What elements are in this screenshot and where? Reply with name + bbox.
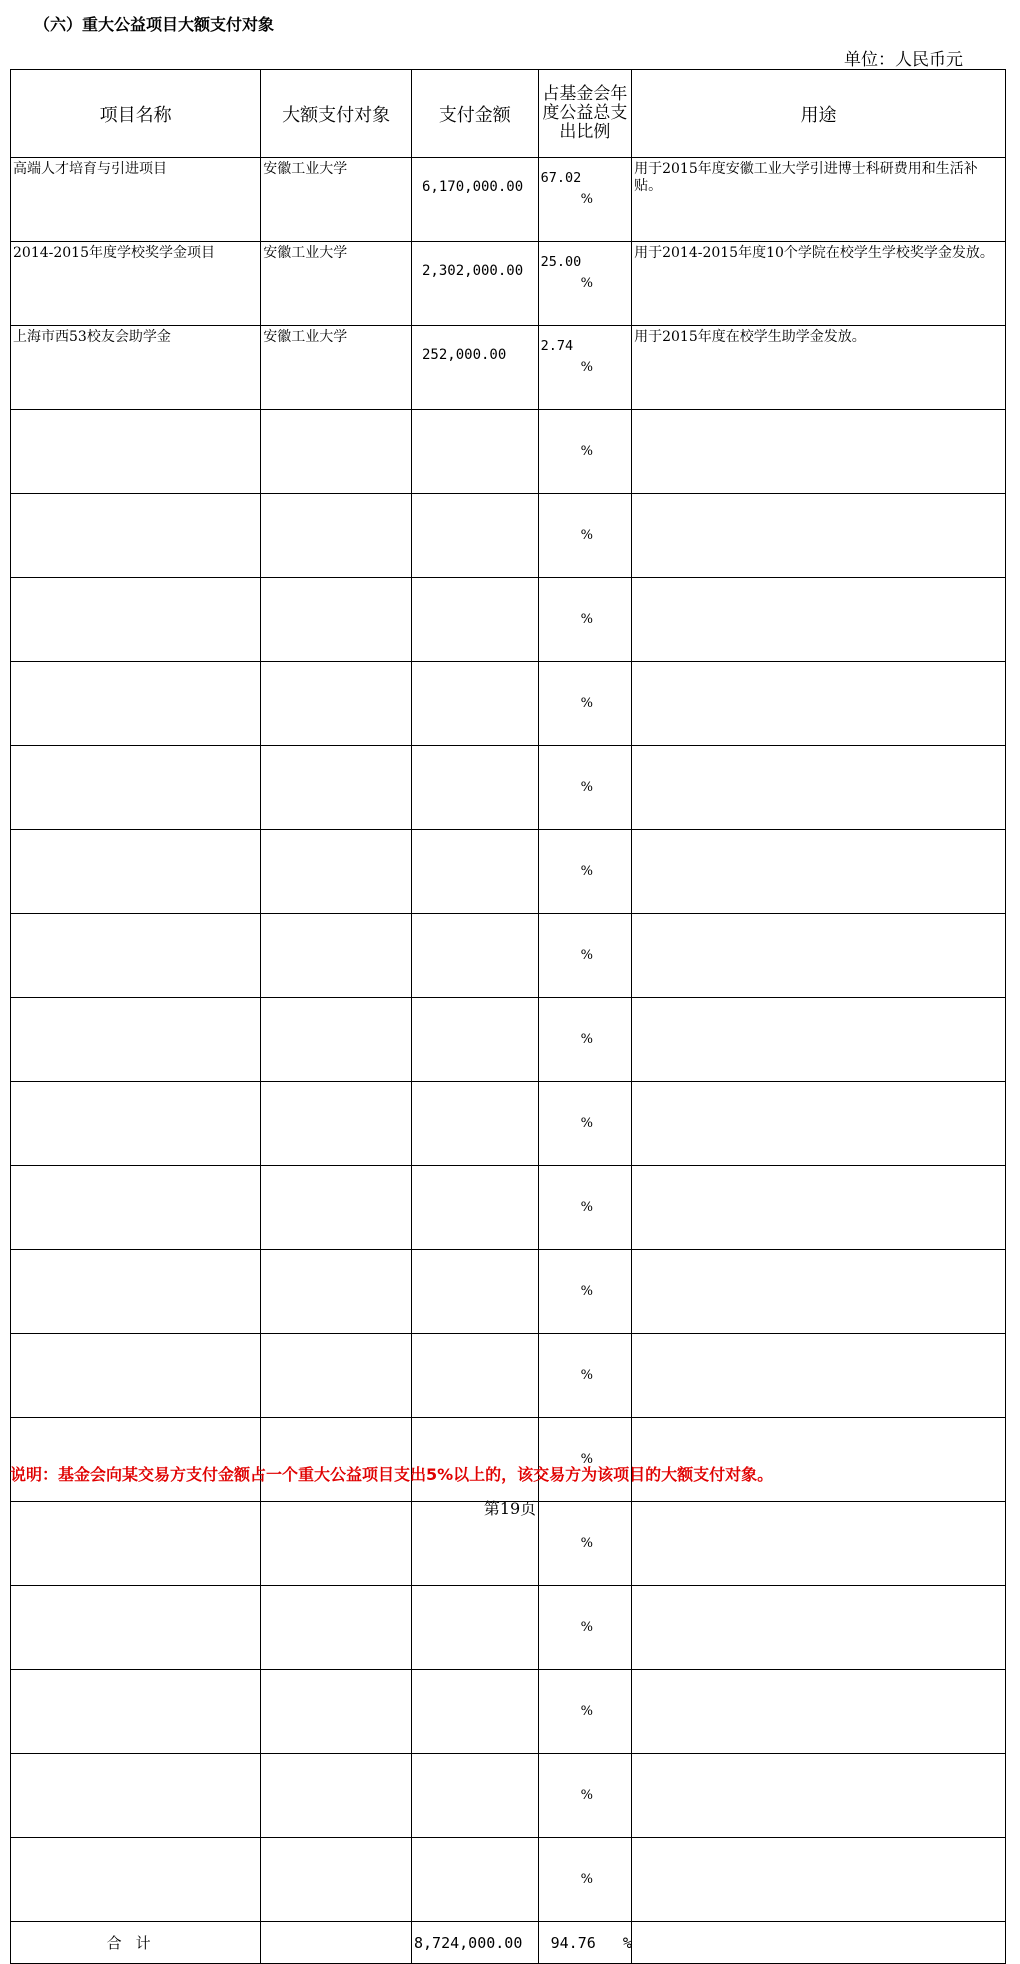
- ratio-value: 2.74: [540, 338, 574, 354]
- cell-ratio: [538, 1838, 631, 1922]
- table-row: [11, 1082, 1006, 1166]
- ratio-percent: %: [580, 780, 593, 795]
- cell-payee: [261, 1418, 412, 1502]
- total-usage: [632, 1922, 1006, 1964]
- cell-usage: [632, 998, 1006, 1082]
- cell-ratio: [538, 1334, 631, 1418]
- cell-project: [11, 410, 261, 494]
- page-number: 第19页: [483, 1499, 537, 1518]
- cell-project: [11, 1418, 261, 1502]
- cell-project: [11, 1670, 261, 1754]
- cell-usage: [632, 746, 1006, 830]
- cell-amount: [412, 746, 539, 830]
- table-row: [11, 1250, 1006, 1334]
- table-row: [11, 158, 1006, 242]
- ratio-percent: %: [580, 444, 593, 459]
- cell-ratio: [538, 1670, 631, 1754]
- cell-payee: [261, 1082, 412, 1166]
- cell-project: [11, 746, 261, 830]
- ratio-percent: %: [580, 1032, 593, 1047]
- ratio-percent: %: [580, 1200, 593, 1215]
- cell-ratio: [538, 1082, 631, 1166]
- cell-project: [11, 1082, 261, 1166]
- cell-ratio: [538, 914, 631, 998]
- cell-payee: 安徽工业大学: [261, 326, 412, 410]
- table-row: [11, 746, 1006, 830]
- ratio-percent: %: [580, 1788, 593, 1803]
- cell-project: [11, 1250, 261, 1334]
- cell-amount: [412, 578, 539, 662]
- cell-ratio: [538, 1166, 631, 1250]
- table-row: [11, 1586, 1006, 1670]
- ratio-percent: %: [580, 696, 593, 711]
- cell-ratio: [538, 830, 631, 914]
- cell-payee: [261, 1586, 412, 1670]
- ratio-percent: %: [580, 612, 593, 627]
- total-ratio-percent: %: [622, 1933, 632, 1952]
- ratio-percent: %: [580, 276, 593, 291]
- cell-amount: [412, 1754, 539, 1838]
- cell-amount: [412, 1082, 539, 1166]
- total-amount: 8,724,000.00: [412, 1922, 539, 1964]
- header-ratio: 占基金会年度公益总支出比例: [538, 70, 631, 158]
- cell-usage: [632, 1250, 1006, 1334]
- cell-usage: [632, 830, 1006, 914]
- table-row: [11, 1754, 1006, 1838]
- table-row: [11, 998, 1006, 1082]
- ratio-percent: %: [580, 864, 593, 879]
- cell-amount: 252,000.00: [412, 326, 539, 410]
- table-row: [11, 242, 1006, 326]
- table-row: [11, 578, 1006, 662]
- ratio-value: 25.00: [540, 254, 582, 270]
- cell-payee: 安徽工业大学: [261, 242, 412, 326]
- cell-ratio: [538, 494, 631, 578]
- cell-usage: [632, 1586, 1006, 1670]
- cell-usage: [632, 1166, 1006, 1250]
- cell-project: 2014-2015年度学校奖学金项目: [11, 242, 261, 326]
- total-row: [11, 1922, 1006, 1964]
- cell-ratio: [538, 1418, 631, 1502]
- cell-usage: [632, 1418, 1006, 1502]
- table-row: [11, 1334, 1006, 1418]
- cell-ratio: [538, 998, 631, 1082]
- header-payee: 大额支付对象: [261, 70, 412, 158]
- cell-payee: [261, 1670, 412, 1754]
- cell-amount: [412, 1334, 539, 1418]
- cell-amount: [412, 1418, 539, 1502]
- cell-amount: [412, 662, 539, 746]
- cell-ratio: [538, 1586, 631, 1670]
- header-usage: 用途: [632, 70, 1006, 158]
- ratio-value: 67.02: [540, 170, 582, 186]
- cell-payee: [261, 914, 412, 998]
- cell-ratio: [538, 326, 631, 410]
- cell-amount: [412, 1250, 539, 1334]
- cell-ratio: [538, 1250, 631, 1334]
- section-title: （六）重大公益项目大额支付对象: [34, 15, 275, 34]
- cell-usage: [632, 1082, 1006, 1166]
- cell-project: [11, 1334, 261, 1418]
- cell-ratio: [538, 578, 631, 662]
- cell-project: 高端人才培育与引进项目: [11, 158, 261, 242]
- cell-payee: [261, 410, 412, 494]
- cell-project: 上海市西53校友会助学金: [11, 326, 261, 410]
- table-body: [11, 158, 1006, 1922]
- cell-project: [11, 1754, 261, 1838]
- cell-payee: [261, 746, 412, 830]
- cell-project: [11, 830, 261, 914]
- table-row: [11, 1838, 1006, 1922]
- table-row: [11, 410, 1006, 494]
- table-row: [11, 1166, 1006, 1250]
- header-amount: 支付金额: [412, 70, 539, 158]
- table-row: [11, 662, 1006, 746]
- header-project: 项目名称: [11, 70, 261, 158]
- currency-unit: 单位：人民币元: [844, 50, 963, 70]
- ratio-percent: %: [580, 1620, 593, 1635]
- ratio-percent: %: [580, 1704, 593, 1719]
- cell-project: [11, 1586, 261, 1670]
- ratio-percent: %: [580, 528, 593, 543]
- cell-project: [11, 914, 261, 998]
- table-row: [11, 326, 1006, 410]
- cell-payee: [261, 830, 412, 914]
- cell-ratio: [538, 1754, 631, 1838]
- ratio-percent: %: [580, 1284, 593, 1299]
- cell-ratio: [538, 410, 631, 494]
- cell-usage: [632, 1754, 1006, 1838]
- total-label: 合计: [11, 1922, 261, 1964]
- cell-payee: [261, 1334, 412, 1418]
- cell-payee: [261, 1838, 412, 1922]
- cell-payee: [261, 662, 412, 746]
- cell-usage: [632, 494, 1006, 578]
- cell-project: [11, 1838, 261, 1922]
- ratio-percent: %: [580, 1116, 593, 1131]
- table-row: [11, 1670, 1006, 1754]
- table-header-row: [11, 70, 1006, 158]
- cell-ratio: [538, 158, 631, 242]
- ratio-percent: %: [580, 1872, 593, 1887]
- cell-amount: [412, 830, 539, 914]
- cell-amount: [412, 410, 539, 494]
- cell-project: [11, 1166, 261, 1250]
- table-row: [11, 914, 1006, 998]
- cell-usage: 用于2014-2015年度10个学院在校学生学校奖学金发放。: [632, 242, 1006, 326]
- cell-ratio: [538, 242, 631, 326]
- cell-amount: 6,170,000.00: [412, 158, 539, 242]
- cell-project: [11, 998, 261, 1082]
- cell-amount: [412, 1670, 539, 1754]
- ratio-percent: %: [580, 360, 593, 375]
- cell-amount: [412, 914, 539, 998]
- total-ratio-value: 94.76: [550, 1933, 596, 1952]
- ratio-percent: %: [580, 1536, 593, 1551]
- cell-usage: 用于2015年度安徽工业大学引进博士科研费用和生活补贴。: [632, 158, 1006, 242]
- cell-payee: [261, 494, 412, 578]
- cell-amount: [412, 1586, 539, 1670]
- ratio-percent: %: [580, 1368, 593, 1383]
- explanation-note: 说明：基金会向某交易方支付金额占一个重大公益项目支出5%以上的，该交易方为该项目的大额支付对象。: [10, 1465, 774, 1484]
- cell-project: [11, 578, 261, 662]
- ratio-percent: %: [580, 1452, 593, 1467]
- cell-payee: 安徽工业大学: [261, 158, 412, 242]
- cell-usage: [632, 410, 1006, 494]
- cell-payee: [261, 998, 412, 1082]
- cell-payee: [261, 1250, 412, 1334]
- cell-amount: [412, 1838, 539, 1922]
- cell-payee: [261, 578, 412, 662]
- total-payee: [261, 1922, 412, 1964]
- table-row: [11, 830, 1006, 914]
- cell-usage: [632, 1838, 1006, 1922]
- cell-usage: [632, 1670, 1006, 1754]
- cell-amount: [412, 1166, 539, 1250]
- table-row: [11, 1418, 1006, 1502]
- ratio-percent: %: [580, 192, 593, 207]
- cell-amount: [412, 998, 539, 1082]
- cell-ratio: [538, 746, 631, 830]
- cell-payee: [261, 1754, 412, 1838]
- cell-amount: [412, 494, 539, 578]
- cell-ratio: [538, 662, 631, 746]
- cell-usage: [632, 1334, 1006, 1418]
- cell-amount: 2,302,000.00: [412, 242, 539, 326]
- cell-project: [11, 494, 261, 578]
- cell-usage: 用于2015年度在校学生助学金发放。: [632, 326, 1006, 410]
- cell-usage: [632, 662, 1006, 746]
- payment-table: [10, 69, 1006, 1964]
- cell-project: [11, 662, 261, 746]
- total-ratio: [538, 1922, 631, 1964]
- cell-usage: [632, 578, 1006, 662]
- cell-usage: [632, 914, 1006, 998]
- cell-payee: [261, 1166, 412, 1250]
- table-row: [11, 494, 1006, 578]
- ratio-percent: %: [580, 948, 593, 963]
